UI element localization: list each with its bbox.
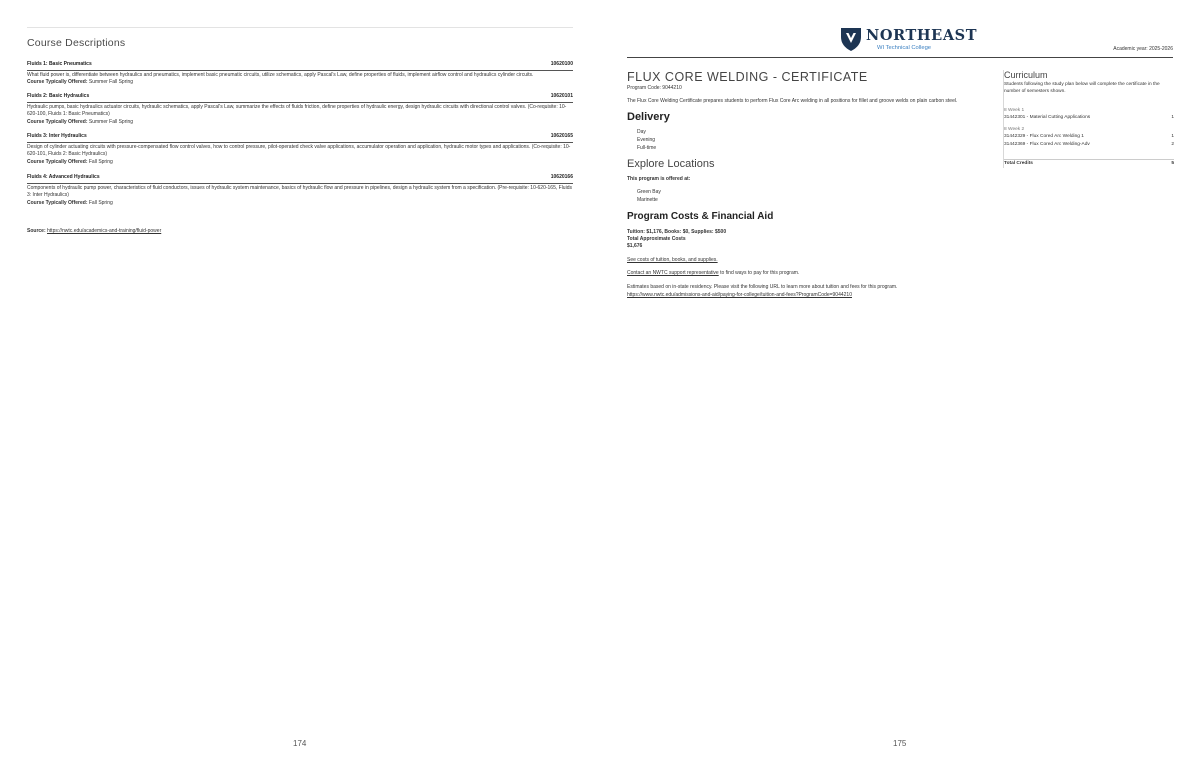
delivery-heading: Delivery [627,111,670,123]
curriculum-credits: 1 [1171,115,1174,120]
curriculum-credits: 2 [1171,142,1174,147]
course-header [27,174,573,184]
source-link[interactable]: https://nwtc.edu/academics-and-training/fluid-power [47,228,162,234]
offered-label: Course Typically Offered: [27,118,88,125]
course-code: 10620101 [550,93,573,99]
northeast-logo [840,26,978,56]
curriculum-row [1004,134,1174,139]
total-credits-label: Total Credits [1004,161,1033,166]
program-code: Program Code: 9044210 [627,85,682,91]
offered-label: Course Typically Offered: [27,158,88,165]
week-label: 8 Week 2 [1004,127,1025,132]
program-description: The Flux Core Welding Certificate prepares students to perform Flux Core Arc welding in all positions for fillet and groove welds on plain carbon steel. [627,98,958,104]
course-entry [27,93,573,126]
course-description: Design of cylinder actuating circuits with pressure-compensated flow control valves, how to control pressure, pilot-operated check valve applications, accumulator operation and application, hydraulic motor types and applications. (Co-requisite: 10-620-101, Fluids 2: Basic Hydraulics) [27,143,571,158]
right-page [600,0,1200,776]
total-credits-row [1004,161,1174,166]
estimates-note: Estimates based on in-state residency. Please visit the following URL to learn more about tuition and fees for this program. [627,284,898,290]
total-credits-value: 5 [1171,161,1174,166]
course-code: 10620165 [550,133,573,139]
course-entry [27,61,573,87]
source-label: Source: [27,228,46,234]
page-number: 174 [293,739,307,748]
support-link[interactable]: Contact an NWTC support representative [627,270,719,276]
curriculum-heading: Curriculum [1004,70,1048,80]
curriculum-credits: 1 [1171,134,1174,139]
costs-breakdown: Tuition: $1,176, Books: $0, Supplies: $500 [627,229,727,235]
list-item: Green Bay [637,189,661,195]
section-title: Course Descriptions [27,37,126,49]
curriculum-course: 31442369 - Flux Cored Arc Welding-Adv [1004,142,1090,147]
header-divider [627,57,1173,58]
curriculum-row [1004,142,1174,147]
course-description: Components of hydraulic pump power, characteristics of fluid conductors, issues of hydraulic system maintenance, basics of hydraulic flow and pressure in pipelines, design a hydraulic system from a specification. (Pre-requisite: 10-620-165, Fluids 3: Inter Hydraulics) [27,184,572,199]
list-item: Evening [637,137,656,144]
course-name: Fluids 4: Advanced Hydraulics [27,174,100,180]
course-header [27,93,573,103]
course-name: Fluids 1: Basic Pneumatics [27,61,92,67]
locations-heading: Explore Locations [627,158,715,170]
total-costs-value: $1,676 [627,243,643,249]
course-offered [27,79,573,87]
list-item: Day [637,129,646,135]
offered-label: Course Typically Offered: [27,199,88,206]
curriculum-intro: Students following the study plan below will complete the certificate in the number of semesters shown. [1004,82,1160,94]
course-header [27,133,573,143]
locations-list [637,188,661,204]
academic-year: Academic year: 2025-2026 [1113,46,1173,52]
delivery-list [637,128,656,153]
logo-subtitle: WI Technical College [877,45,932,51]
offered-terms: Summer Fall Spring [88,118,134,125]
support-text: to find ways to pay for this program. [718,270,800,276]
page-number: 175 [893,739,907,748]
offered-terms: Summer Fall Spring [88,79,134,86]
course-entry [27,133,573,166]
offered-terms: Fall Spring [88,199,113,206]
week-label: 8 Week 1 [1004,108,1025,113]
curriculum-course: 31442329 - Flux Cored Arc Welding 1 [1004,134,1084,139]
offered-label: Course Typically Offered: [27,79,88,86]
course-offered [27,119,573,127]
course-name: Fluids 2: Basic Hydraulics [27,93,90,99]
offered-terms: Fall Spring [88,158,113,165]
support-line [627,270,799,277]
course-entry [27,174,573,207]
shield-logo-icon [840,26,862,52]
locations-intro: This program is offered at: [627,176,691,182]
logo-name: NORTHEAST [866,27,978,44]
course-header [27,61,573,71]
course-description: Hydraulic pumps, basic hydraulics actuator circuits, hydraulic schematics, apply Pascal's Law, summarize the effects of fluids friction, define properties of hydraulic energy, design hydraulic circuits with directional control valves. (Co-requisite: 10-620-100, Fluids 1: Basic Pneumatics) [27,103,567,118]
total-costs-label: Total Approximate Costs [627,236,686,242]
costs-heading: Program Costs & Financial Aid [627,211,774,222]
course-offered [27,159,573,167]
list-item: Full-time [637,145,657,152]
curriculum-course: 31442301 - Material Cutting Applications [1004,115,1091,120]
costs-link-line [627,257,718,264]
estimates-link-line [627,292,852,299]
course-offered [27,200,573,208]
source-line [27,228,161,234]
course-code: 10620166 [550,174,573,180]
course-description: What fluid power is, differentiate between hydraulics and pneumatics, implement basic pneumatic circuits, utilize schematics, apply Pascal's Law, define properties of fluids, implement airflow control and hydraulics cylinder circuits. [27,71,534,78]
top-divider [27,27,573,28]
curriculum-row [1004,115,1174,120]
estimates-link[interactable]: https://www.nwtc.edu/admissions-and-aid/paying-for-college/tuition-and-fees?ProgramCode=9044210 [627,292,852,298]
program-title: FLUX CORE WELDING - CERTIFICATE [627,70,868,84]
costs-link[interactable]: See costs of tuition, books, and supplies. [627,257,718,263]
curriculum-divider [1004,159,1174,160]
list-item: Marinette [637,197,658,204]
curriculum-sidebar [1003,70,1174,168]
course-code: 10620100 [550,61,573,67]
course-name: Fluids 3: Inter Hydraulics [27,133,87,139]
